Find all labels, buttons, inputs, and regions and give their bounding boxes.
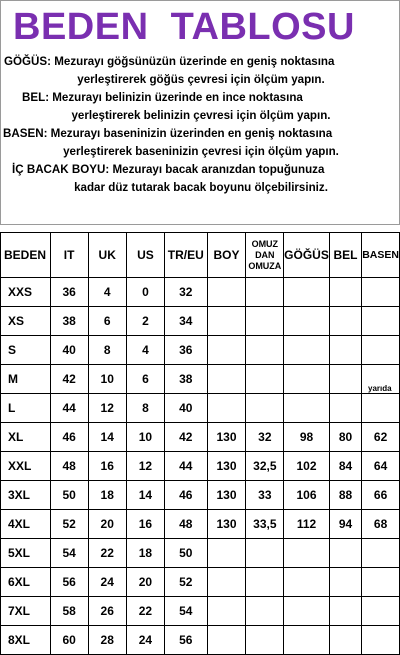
table-cell: 6 — [126, 365, 164, 394]
size-table — [0, 232, 400, 655]
table-cell: 42 — [50, 365, 88, 394]
table-cell — [284, 365, 330, 394]
table-cell — [284, 568, 330, 597]
table-cell — [246, 365, 284, 394]
instruction-line: BEL: Mezurayı belinizin üzerinde en ince noktasına — [22, 91, 303, 104]
table-cell: 52 — [50, 510, 88, 539]
header-us: US — [126, 233, 164, 278]
table-cell: 32 — [165, 278, 208, 307]
table-cell — [362, 336, 400, 365]
instruction-line: BASEN: Mezurayı baseninizin üzerinden en geniş noktasına — [3, 127, 333, 140]
table-cell: 20 — [88, 510, 126, 539]
table-cell: 32 — [246, 423, 284, 452]
table-cell: 54 — [165, 597, 208, 626]
table-cell — [246, 568, 284, 597]
instruction-gogus — [3, 53, 399, 89]
table-cell: 18 — [88, 481, 126, 510]
instruction-line: GÖĞÜS: Mezurayı göğsünüzün üzerinde en geniş noktasına — [4, 55, 335, 68]
table-cell: 26 — [88, 597, 126, 626]
table-cell: 44 — [50, 394, 88, 423]
table-cell: 88 — [329, 481, 361, 510]
header-basen: BASEN — [362, 233, 400, 278]
size-label: 6XL — [1, 568, 51, 597]
table-cell: 4 — [88, 278, 126, 307]
table-cell: 68 — [362, 510, 400, 539]
table-cell: 60 — [50, 626, 88, 655]
table-cell — [284, 597, 330, 626]
table-cell: 130 — [207, 423, 246, 452]
table-cell: 112 — [284, 510, 330, 539]
table-cell: 36 — [165, 336, 208, 365]
size-label: XXL — [1, 452, 51, 481]
table-cell: 0 — [126, 278, 164, 307]
table-cell — [207, 539, 246, 568]
table-cell: 16 — [88, 452, 126, 481]
table-cell: 98 — [284, 423, 330, 452]
table-row — [1, 394, 400, 423]
table-cell: 12 — [126, 452, 164, 481]
table-cell: 14 — [88, 423, 126, 452]
table-row — [1, 568, 400, 597]
table-cell: 24 — [88, 568, 126, 597]
table-cell — [362, 539, 400, 568]
table-cell: 130 — [207, 510, 246, 539]
table-cell — [284, 278, 330, 307]
basen-note: yarıda — [368, 384, 392, 393]
table-cell: 130 — [207, 481, 246, 510]
page-title: BEDEN TABLOSU — [13, 6, 355, 48]
table-cell — [207, 394, 246, 423]
table-cell — [207, 626, 246, 655]
table-cell — [246, 278, 284, 307]
table-cell: 4 — [126, 336, 164, 365]
table-cell — [207, 278, 246, 307]
table-cell: 40 — [50, 336, 88, 365]
table-row — [1, 510, 400, 539]
header-omuz: OMUZ DAN OMUZA — [246, 233, 284, 278]
table-cell — [284, 394, 330, 423]
table-cell — [207, 336, 246, 365]
table-cell — [284, 626, 330, 655]
instruction-line: yerleştirerek baseninizin çevresi için ölçüm yapın. — [63, 145, 339, 158]
table-cell: 8 — [126, 394, 164, 423]
size-label: L — [1, 394, 51, 423]
size-label: XS — [1, 307, 51, 336]
header-beden: BEDEN — [1, 233, 51, 278]
table-row — [1, 278, 400, 307]
table-cell: 22 — [126, 597, 164, 626]
table-cell — [246, 597, 284, 626]
table-cell — [362, 626, 400, 655]
size-label: M — [1, 365, 51, 394]
table-cell: 58 — [50, 597, 88, 626]
table-cell — [329, 307, 361, 336]
size-label: XL — [1, 423, 51, 452]
size-label: 3XL — [1, 481, 51, 510]
table-cell: 94 — [329, 510, 361, 539]
table-cell: 48 — [165, 510, 208, 539]
table-row — [1, 539, 400, 568]
table-cell: 42 — [165, 423, 208, 452]
table-cell: 10 — [126, 423, 164, 452]
table-row — [1, 307, 400, 336]
table-cell: 33 — [246, 481, 284, 510]
table-cell: 64 — [362, 452, 400, 481]
table-cell: 56 — [165, 626, 208, 655]
table-cell: 56 — [50, 568, 88, 597]
instruction-line: kadar düz tutarak bacak boyunu ölçebilirsiniz. — [74, 181, 328, 194]
instructions-box — [0, 0, 400, 225]
size-label: 4XL — [1, 510, 51, 539]
table-cell: 52 — [165, 568, 208, 597]
table-row — [1, 365, 400, 394]
header-bel: BEL — [329, 233, 361, 278]
table-cell — [246, 626, 284, 655]
instruction-line: yerleştirerek göğüs çevresi için ölçüm yapın. — [77, 73, 325, 86]
table-cell: 46 — [165, 481, 208, 510]
table-cell: 102 — [284, 452, 330, 481]
table-cell: 2 — [126, 307, 164, 336]
table-cell: 18 — [126, 539, 164, 568]
table-header-row — [1, 233, 400, 278]
table-row — [1, 626, 400, 655]
table-cell — [284, 336, 330, 365]
table-cell: 33,5 — [246, 510, 284, 539]
table-cell — [329, 394, 361, 423]
table-cell — [329, 365, 361, 394]
table-cell: 80 — [329, 423, 361, 452]
size-label: 5XL — [1, 539, 51, 568]
table-cell: 10 — [88, 365, 126, 394]
size-label: 8XL — [1, 626, 51, 655]
table-cell: 54 — [50, 539, 88, 568]
header-uk: UK — [88, 233, 126, 278]
table-row — [1, 481, 400, 510]
table-cell: 84 — [329, 452, 361, 481]
table-cell — [362, 394, 400, 423]
table-cell — [207, 568, 246, 597]
size-label: S — [1, 336, 51, 365]
table-cell: 32,5 — [246, 452, 284, 481]
table-cell — [246, 336, 284, 365]
table-cell: 40 — [165, 394, 208, 423]
table-cell — [246, 307, 284, 336]
table-cell — [329, 278, 361, 307]
table-cell: 20 — [126, 568, 164, 597]
table-cell — [362, 568, 400, 597]
table-cell: 36 — [50, 278, 88, 307]
table-cell — [207, 307, 246, 336]
table-cell — [329, 568, 361, 597]
table-cell: 24 — [126, 626, 164, 655]
table-cell — [207, 597, 246, 626]
table-row — [1, 597, 400, 626]
table-cell: 16 — [126, 510, 164, 539]
table-cell — [329, 597, 361, 626]
table-cell — [246, 394, 284, 423]
table-cell: 12 — [88, 394, 126, 423]
header-tr-eu: TR/EU — [165, 233, 208, 278]
size-label: XXS — [1, 278, 51, 307]
table-cell — [329, 626, 361, 655]
table-cell — [246, 539, 284, 568]
table-row — [1, 423, 400, 452]
table-cell — [207, 365, 246, 394]
table-cell: 22 — [88, 539, 126, 568]
table-cell: 34 — [165, 307, 208, 336]
instruction-bel — [3, 89, 399, 125]
table-cell: 50 — [50, 481, 88, 510]
table-cell — [362, 307, 400, 336]
instruction-ic-bacak — [3, 161, 399, 197]
size-label: 7XL — [1, 597, 51, 626]
table-cell: 6 — [88, 307, 126, 336]
table-cell: 44 — [165, 452, 208, 481]
table-cell: 38 — [165, 365, 208, 394]
table-cell — [329, 336, 361, 365]
instruction-line: yerleştirerek belinizin çevresi için ölçüm yapın. — [71, 109, 331, 122]
table-cell: 46 — [50, 423, 88, 452]
table-cell: 38 — [50, 307, 88, 336]
table-cell: 66 — [362, 481, 400, 510]
table-cell: 62 — [362, 423, 400, 452]
instruction-basen — [3, 125, 399, 161]
table-cell — [284, 539, 330, 568]
table-cell: 106 — [284, 481, 330, 510]
table-cell: 50 — [165, 539, 208, 568]
table-row — [1, 336, 400, 365]
table-cell: 8 — [88, 336, 126, 365]
header-boy: BOY — [207, 233, 246, 278]
header-it: IT — [50, 233, 88, 278]
table-cell — [284, 307, 330, 336]
table-cell: 48 — [50, 452, 88, 481]
header-gogus: GÖĞÜS — [284, 233, 330, 278]
table-cell — [329, 539, 361, 568]
table-row — [1, 452, 400, 481]
table-cell: 28 — [88, 626, 126, 655]
table-cell: 14 — [126, 481, 164, 510]
table-cell — [362, 278, 400, 307]
instruction-line: İÇ BACAK BOYU: Mezurayı bacak aranızdan topuğunuza — [12, 163, 325, 176]
table-cell — [362, 597, 400, 626]
table-cell: 130 — [207, 452, 246, 481]
